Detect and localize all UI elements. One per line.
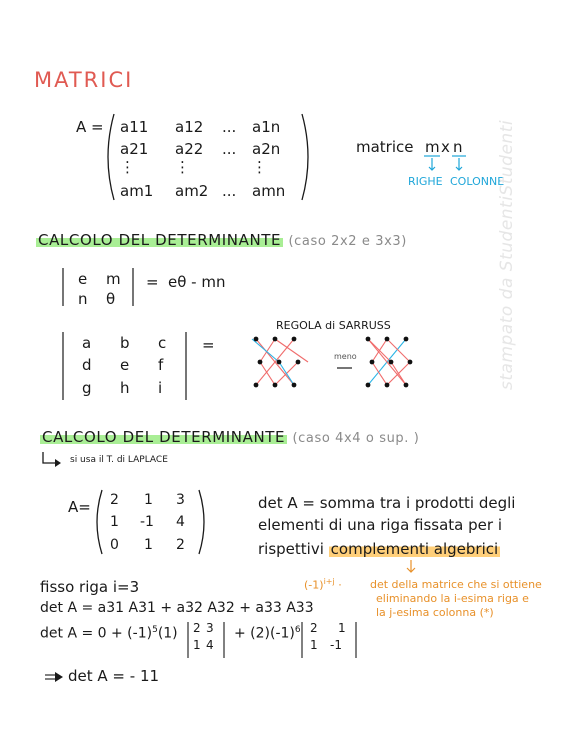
cofactor-line-1: det della matrice che si ottiene (370, 578, 542, 591)
cofactor-dot: · (338, 578, 342, 592)
det2-cell: e (78, 270, 88, 288)
desc-line-3 (258, 540, 500, 558)
cofactor-line-3: la j-esima colonna (*) (376, 606, 494, 619)
matrix-lhs: A = (76, 118, 104, 136)
det3-cell: b (120, 334, 130, 352)
sarrus-point (254, 337, 259, 342)
matrix-cell: ... (222, 118, 237, 136)
sarrus-point (385, 383, 390, 388)
work-sup-2: 6 (294, 625, 301, 635)
work-line-3b: (1) (157, 625, 178, 642)
work-line-3a: det A = 0 + (-1) (40, 625, 153, 642)
sarrus-point (292, 337, 297, 342)
section-heading-4x4 (40, 428, 419, 446)
page-title: MATRICI (34, 68, 134, 92)
sarrus-point (292, 383, 297, 388)
det3-eq: = (202, 336, 215, 354)
work-line-1: fisso riga i=3 (40, 578, 140, 596)
matrix-cell: ... (222, 140, 237, 158)
underline-arrows-icon (420, 154, 470, 174)
work-line-3c-wrap (234, 625, 301, 642)
det2-result: eθ - mn (168, 273, 226, 291)
matrix-cell: a22 (175, 140, 204, 158)
sarrus-diagram (250, 333, 440, 395)
example-cell: 1 (144, 492, 153, 508)
example-cell: 2 (110, 492, 119, 508)
sarrus-point (296, 360, 301, 365)
matrix-cell: am1 (120, 182, 154, 200)
sarrus-diagonal (252, 339, 279, 362)
work-line-3c: + (2)(-1) (234, 625, 295, 642)
matrix-cell: a2n (252, 140, 281, 158)
sarrus-point (277, 360, 282, 365)
det3-cell: i (158, 379, 163, 397)
section-note: (caso 2x2 e 3x3) (288, 234, 407, 249)
matrix-cell: a1n (252, 118, 281, 136)
det3-cell: h (120, 379, 130, 397)
work-line-3 (40, 625, 178, 642)
sarrus-diagonal (391, 362, 406, 385)
cofactor-line-2: eliminando la i-esima riga e (376, 592, 529, 605)
det3-cell: a (82, 334, 92, 352)
matrix-cell: am2 (175, 182, 209, 200)
minor1-cell: 2 (193, 621, 201, 635)
minus-label: meno (334, 352, 357, 361)
arrow-right-icon (40, 450, 70, 468)
minor2-cell: 1 (338, 621, 346, 635)
section-heading-2x2-3x3 (36, 231, 407, 249)
final-result: det A = - 11 (68, 667, 160, 685)
det2-bars (60, 266, 140, 308)
highlight-cofactor: complementi algebrici (330, 540, 499, 558)
example-cell: 3 (176, 492, 185, 508)
sarrus-diagonal (368, 339, 391, 362)
desc-line-1: det A = somma tra i prodotti degli (258, 494, 516, 512)
cofactor-exponent: i+j (323, 577, 335, 586)
desc-line-3-text: rispettivi (258, 540, 324, 558)
cols-label: COLONNE (450, 175, 505, 188)
minor1-cell: 1 (193, 638, 201, 652)
down-arrow-icon (404, 559, 418, 575)
implies-arrow-icon (44, 670, 68, 684)
sarrus-point (254, 383, 259, 388)
watermark: stampato da StudentiStudenti (497, 119, 517, 390)
cofactor-base: (-1) (304, 578, 324, 592)
matrix-cell: a21 (120, 140, 149, 158)
minor2-cell: 2 (310, 621, 318, 635)
det2-cell: m (106, 270, 121, 288)
matrix-cell: ⋮ (252, 158, 267, 176)
example-lhs: A= (68, 498, 91, 516)
det2-cell: θ (106, 290, 116, 308)
minor1-cell: 4 (206, 638, 214, 652)
example-cell: 1 (144, 537, 153, 553)
section2-heading-text: CALCOLO DEL DETERMINANTE (42, 428, 286, 446)
sarrus-rule-label: REGOLA di SARRUSS (276, 319, 391, 332)
n-letter: n (453, 138, 463, 156)
minor1-cell: 3 (206, 621, 214, 635)
sarrus-point (404, 383, 409, 388)
example-cell: 4 (176, 514, 185, 530)
sarrus-point (404, 337, 409, 342)
example-cell: 0 (110, 537, 119, 553)
left-paren (100, 112, 120, 202)
det2-cell: n (78, 290, 88, 308)
sarrus-point (370, 360, 375, 365)
matrix-cell: amn (252, 182, 286, 200)
det3-cell: f (158, 356, 164, 374)
det3-cell: e (120, 356, 130, 374)
det3-cell: g (82, 379, 92, 397)
matrix-cell: a12 (175, 118, 204, 136)
cofactor-formula (304, 577, 342, 592)
sarrus-point (385, 337, 390, 342)
laplace-note: si usa il T. di LAPLACE (70, 455, 168, 465)
section-heading-text: CALCOLO DEL DETERMINANTE (38, 231, 282, 249)
example-right-paren (196, 488, 212, 556)
work-line-2: det A = a31 A31 + a32 A32 + a33 A33 (40, 600, 314, 616)
work-sup-1: 5 (152, 625, 158, 635)
sarrus-point (273, 383, 278, 388)
det2-eq: = (146, 273, 159, 291)
sarrus-point (366, 337, 371, 342)
sarrus-point (366, 383, 371, 388)
matrix-cell: a11 (120, 118, 149, 136)
matrix-cell: ⋮ (120, 158, 135, 176)
sarrus-diagonal (279, 362, 294, 385)
sarrus-point (258, 360, 263, 365)
m-letter: m (425, 138, 440, 156)
right-paren (298, 112, 318, 202)
example-cell: 1 (110, 514, 119, 530)
matrix-cell: ... (222, 182, 237, 200)
sarrus-point (389, 360, 394, 365)
minor2-cell: 1 (310, 638, 318, 652)
sarrus-point (273, 337, 278, 342)
det3-cell: d (82, 356, 92, 374)
minor2-cell: -1 (330, 638, 342, 652)
x-letter: x (441, 138, 450, 156)
det3-cell: c (158, 334, 167, 352)
example-left-paren (90, 488, 106, 556)
det3-bars (60, 330, 200, 402)
example-cell: -1 (140, 514, 154, 530)
section2-note: (caso 4x4 o sup. ) (292, 431, 420, 446)
matrix-cell: ⋮ (175, 158, 190, 176)
matrix-label: matrice (356, 138, 414, 156)
sarrus-point (408, 360, 413, 365)
rows-label: RIGHE (408, 175, 443, 188)
desc-line-2: elementi di una riga fissata per i (258, 516, 502, 534)
example-cell: 2 (176, 537, 185, 553)
